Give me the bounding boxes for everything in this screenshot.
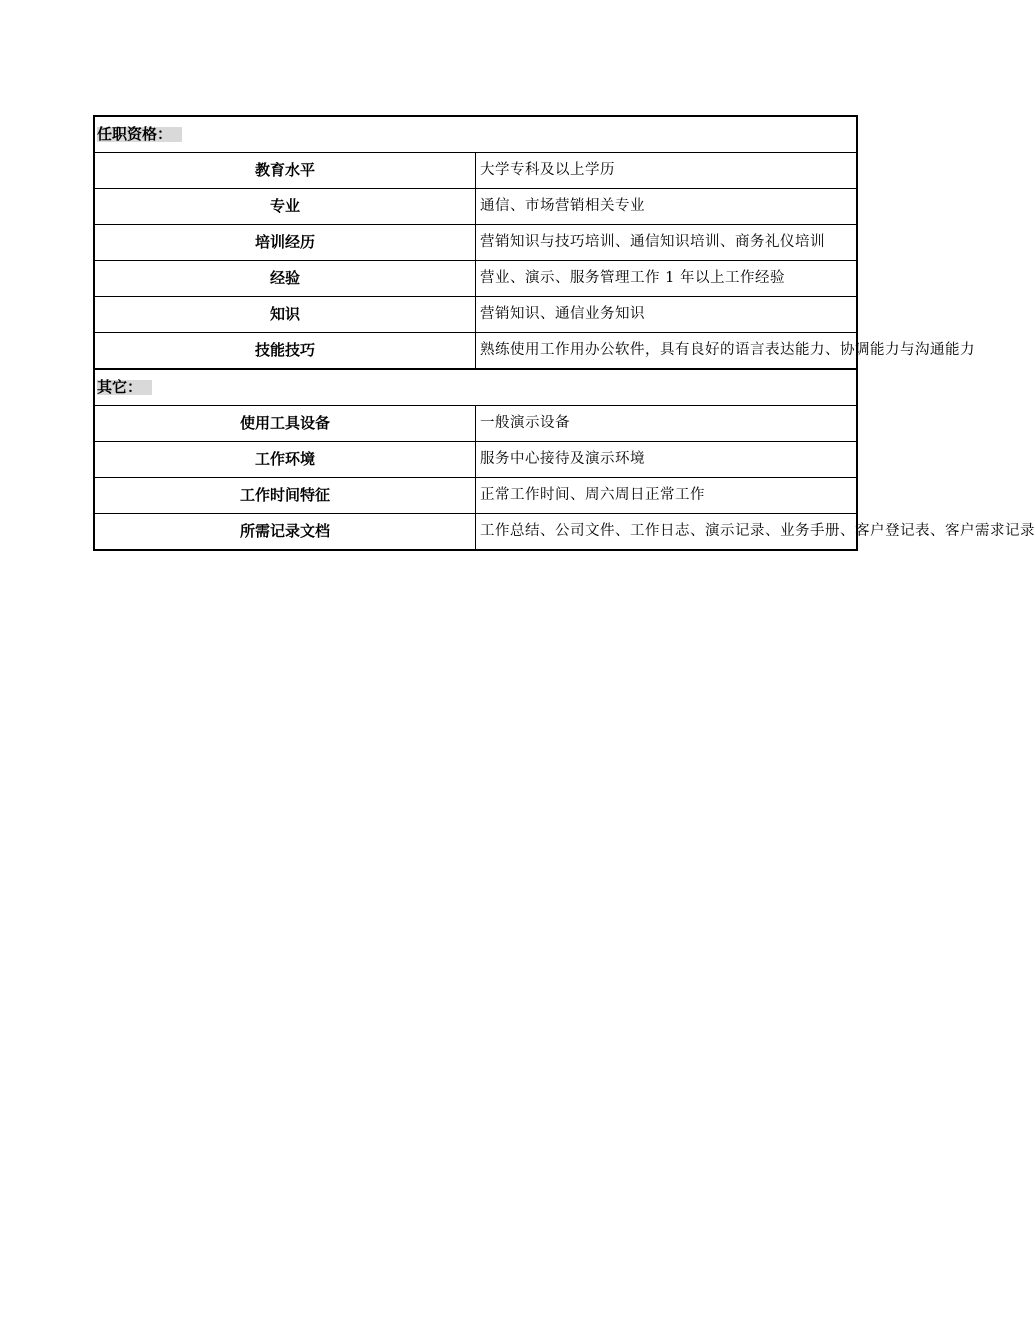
table-row [94,261,857,297]
table-row [94,514,857,551]
table-row [94,333,857,370]
table-row [94,478,857,514]
section-title-qualifications: 任职资格： [97,127,182,142]
table-row [94,297,857,333]
section-title-other: 其它： [97,380,152,395]
row-value-knowledge: 营销知识、通信业务知识 [476,297,858,333]
table-row [94,153,857,189]
table-row [94,442,857,478]
section-cell [94,369,857,406]
row-value-major: 通信、市场营销相关专业 [476,189,858,225]
row-label-knowledge: 知识 [94,297,476,333]
table-row [94,189,857,225]
section-header-other [94,369,857,406]
row-value-experience: 营业、演示、服务管理工作 1 年以上工作经验 [476,261,858,297]
row-label-experience: 经验 [94,261,476,297]
row-value-documents: 工作总结、公司文件、工作日志、演示记录、业务手册、客户登记表、客户需求记录 [476,514,858,551]
table-row [94,406,857,442]
row-value-work-hours: 正常工作时间、周六周日正常工作 [476,478,858,514]
row-label-environment: 工作环境 [94,442,476,478]
row-label-major: 专业 [94,189,476,225]
row-label-documents: 所需记录文档 [94,514,476,551]
row-value-environment: 服务中心接待及演示环境 [476,442,858,478]
row-label-training: 培训经历 [94,225,476,261]
job-requirements-table [93,115,1035,551]
row-label-education: 教育水平 [94,153,476,189]
row-label-skills: 技能技巧 [94,333,476,370]
section-cell [94,116,857,153]
row-value-training: 营销知识与技巧培训、通信知识培训、商务礼仪培训 [476,225,858,261]
row-value-skills: 熟练使用工作用办公软件，具有良好的语言表达能力、协调能力与沟通能力 [476,333,858,370]
section-header-qualifications [94,116,857,153]
row-value-tools: 一般演示设备 [476,406,858,442]
row-label-work-hours: 工作时间特征 [94,478,476,514]
row-label-tools: 使用工具设备 [94,406,476,442]
table-row [94,225,857,261]
row-value-education: 大学专科及以上学历 [476,153,858,189]
